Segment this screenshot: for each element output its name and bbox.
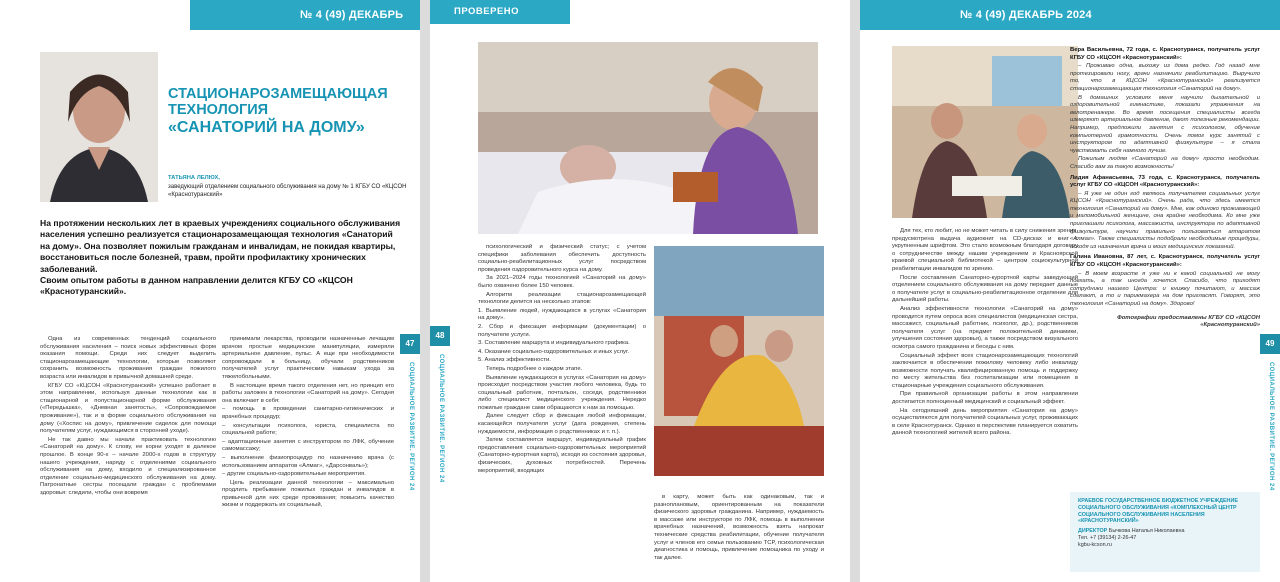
page-number: 47	[400, 334, 420, 354]
paragraph: В домашних условиях меня научили дыхательной и оздоровительной гимнастике, показали упражнения на велотренажере. Во время посещения специалисты всегда измеряют артериальное давление, дают полезные рекомендации. Например, предложили занятия с психологом, обучение компьютерной грамотности. Очень помог курс занятий с инструктором по адаптивной физкультуре – я стала чувствовать себя намного лучше.	[1070, 94, 1260, 154]
page-number: 48	[430, 326, 450, 346]
issue-header: № 4 (49) ДЕКАБРЬ 2024	[860, 0, 1280, 30]
paragraph: Галина Ивановна, 87 лет, с. Краснотуранск, получатель услуг КГБУ СО «КЦСОН «Краснотуранский»:	[1070, 254, 1260, 269]
side-label: СОЦИАЛЬНОЕ РАЗВИТИЕ. РЕГИОН 24	[438, 354, 444, 483]
paragraph: Вера Васильевна, 72 года, с. Краснотуранск, получатель услуг КГБУ СО «КЦСОН «Краснотуранский»:	[1070, 47, 1260, 61]
text-column-1	[40, 336, 216, 498]
paragraph: Социальный эффект всех стационарозамещающих технологий заключается в обеспечении пожилому человеку либо инвалиду возможности получать квалифицированную помощь и поддержку по месту жительства без госпитализации или помещения в стационарные учреждения социального обслуживания.	[892, 352, 1078, 389]
paragraph: – помощь в проведении санитарно-гигиенических и врачебных процедур;	[222, 406, 394, 420]
paragraph: Алгоритм реализации стационарозамещающей технологии делится на несколько этапов:	[478, 291, 646, 306]
paragraph: – В моем возрасте я уже ни к какой социальной не могу поехать, а так иногда хочется. Спасибо, что приходят сотрудники нашего Центра: и книжку почитают, и массаж сделают, а то и парикмахера на дом пригласят. Говорят, это технология «Санаторий на дому». Здорово!	[1070, 270, 1260, 307]
director-line	[1078, 528, 1252, 535]
paragraph: – выполнение физиопроцедур по назначению врача (с использованием аппаратов «Алмаг», «Дарсонваль»);	[222, 454, 394, 469]
paragraph: 1. Выявление людей, нуждающихся в услугах «Санатория на дому».	[478, 307, 646, 322]
paragraph: После составления Санаторно-курортной карты заведующий отделением социального обслуживания на дому передает данные о получателе услуг в социально-реабилитационное отделение для дальнейшей работы.	[892, 274, 1078, 304]
paragraph: Фотографии предоставлены КГБУ СО «КЦСОН «Краснотуранский»	[1117, 314, 1260, 329]
paragraph: На сегодняшний день мероприятия «Санатория на дому» осуществляются для получателей социальных услуг, проживающих в селе Краснотуранск. Однако в перспективе планируется охватить данной технологией жителей всего района.	[892, 407, 1078, 437]
side-label: СОЦИАЛЬНОЕ РАЗВИТИЕ. РЕГИОН 24	[1268, 362, 1274, 491]
paragraph: в карту, может быть как одинаковым, так и разноплановым, ориентированным на показатели физического здоровья гражданина. Например, нуждаемость в массаже или инструкторе по ЛФК, помощь в выполнении врачебных назначений, возможность взять напрокат технические средства реабилитации, обучение получателя услуг и членов его семьи пользованию ТСР, психологическая диагностика и помощь, привлечение помощника по уходу и так далее.	[654, 494, 824, 561]
website[interactable]: kgbu-kcson.ru	[1078, 541, 1112, 548]
paragraph: Далее следует сбор и фиксация любой информации, касающейся получателя услуг (дата рождения, степень нуждаемости, информация о родственниках и т. п.).	[478, 413, 646, 435]
photo-resident-with-staff	[892, 46, 1078, 218]
paragraph: Теперь подробнее о каждом этапе.	[486, 365, 583, 372]
testimonials-column	[1070, 44, 1260, 331]
paragraph: – Проживаю одна, выхожу из дома редко. Год назад мне протезировали ногу, врачи назначили реабилитацию. Выручило то, что в КЦСОН «Краснотуранский» реализуется стационарозамещающая технология «Санаторий на дому».	[1070, 63, 1260, 92]
organization-name: КРАЕВОЕ ГОСУДАРСТВЕННОЕ БЮДЖЕТНОЕ УЧРЕЖДЕНИЕ СОЦИАЛЬНОГО ОБСЛУЖИВАНИЯ «КОМПЛЕКСНЫЙ ЦЕНТР СОЦИАЛЬНОГО ОБСЛУЖИВАНИЯ НАСЕЛЕНИЯ «КРАСНОТУРАНСКИЙ»	[1078, 498, 1238, 525]
page-number: 49	[1260, 334, 1280, 354]
paragraph: – адаптационные занятия с инструктором по ЛФК, обучение самомассажу;	[222, 438, 394, 453]
paragraph: Затем составляется маршрут, индивидуальный график предоставления социально-оздоровительных мероприятий (Санаторно-курортная карта), исходя из состояния здоровья, физических, духовных потребностей. Перечень мероприятий, входящих	[478, 437, 646, 474]
paragraph: За 2021–2024 годы технологией «Санаторий на дому» было охвачено более 150 человек.	[478, 275, 646, 289]
author-role: заведующий отделением социального обслуживания на дому № 1 КГБУ СО «КЦСОН «Краснотуранский»	[168, 184, 407, 198]
title-line-2: ТЕХНОЛОГИЯ	[168, 102, 269, 118]
paragraph: 5. Анализ эффективности.	[478, 357, 551, 364]
paragraph: Одна из современных тенденций социального обслуживания населения – поиск новых эффективных форм оказания помощи. Среди них следует выделить стационарозамещающие технологии, которые позволяют сохранить возможность проживания граждан пожилого возраста или инвалидов в привычной домашней среде.	[40, 336, 216, 380]
organization-contacts	[1070, 492, 1260, 572]
paragraph: – Я уже не один год являюсь получателем социальных услуг КЦСОН «Краснотуранский». Очень рада, что здесь имеется технология «Санаторий на дому». Мне, как одиноко проживающей и маломобильной женщине, она крайне необходима. Ко мне уже приглашали психолога, массажиста, инструктора по адаптивной физкультуре, научили правильно пользоваться аппаратом «Алмаг». Также специалисты подобрали необходимые процедуры, исходя из назначения врача и моих медицинских показаний.	[1070, 190, 1260, 250]
paragraph: психологический и физический статус; с учетом специфики заболевания обеспечить доступность социально-реабилитационных услуг посредством проведения оздоровительного курса на дому.	[478, 244, 646, 273]
issue-header: № 4 (49) ДЕКАБРЬ 2024	[190, 0, 420, 30]
page-right	[860, 0, 1280, 582]
paragraph: Пожилым людям «Санаторий на дому» просто необходим. Спасибо вам за такую возможность!	[1070, 156, 1260, 170]
director-name: Бычкова Наталья Николаевна	[1108, 528, 1185, 535]
paragraph: КГБУ СО «КЦСОН «Краснотуранский» успешно работает в этом направлении, используя данные технологии как в стационарной и полустационарной форме обслуживания («Передышка», «Дневная занятость», «Сопровождаемое проживание»), так и в форме социального обслуживания на дому («Хоспис на дому», привлечение сиделок для помощи получателям услуг, нуждающимся в сторонней уходе).	[40, 382, 216, 435]
title-line-3: «САНАТОРИЙ НА ДОМУ»	[168, 119, 365, 136]
phone: Тел. +7 (39134) 2-26-47	[1078, 534, 1137, 541]
text-column-1	[892, 228, 1078, 439]
text-column-2	[222, 336, 394, 511]
side-label: СОЦИАЛЬНОЕ РАЗВИТИЕ. РЕГИОН 24	[408, 362, 414, 491]
paragraph: Анализ эффективности технологии «Санаторий на дому» проводится путем опроса всех специалистов (медицинская сестра, массажист, социальный работник, психолог, др.), родственников получателя услуг (на предмет положительной динамики, улучшения состояния здоровья), а также посредством визуального осмотра самого гражданина и беседы с ним.	[892, 305, 1078, 350]
author-name: ТАТЬЯНА ЛЕЛЮХ,	[168, 175, 220, 181]
paragraph: 3. Составление маршрута и индивидуального графика.	[478, 340, 630, 347]
paragraph: Цель реализации данной технологии – максимально продлить пребывание пожилых граждан и инвалидов в привычной для них среде проживания; повысить качество жизни и поддержать их социальный,	[222, 479, 394, 509]
title-line-1: СТАЦИОНАРОЗАМЕЩАЮЩАЯ	[168, 86, 388, 102]
lead-text: На протяжении нескольких лет в краевых учреждениях социального обслуживания населения успешно реализуется стационарозамещающая технология «Санаторий на дому». Она позволяет пожилым гражданам и инвалидам, не покидая квартиры, восстановиться после болезней, травм, пройти профилактику хронических заболеваний. Своим опытом работы в данном направлении делится КГБУ СО «КЦСОН «Краснотуранский».	[40, 218, 401, 297]
photo-caregiver-with-patient	[478, 42, 818, 234]
director-label: ДИРЕКТОР	[1078, 528, 1108, 535]
paragraph: – другие социально-оздоровительные мероприятия.	[222, 471, 366, 478]
paragraph: Лидия Афанасьевна, 73 года, с. Краснотуранск, получатель услуг КГБУ СО «КЦСОН «Краснотуранский»:	[1070, 174, 1260, 189]
paragraph: – консультации психолога, юриста, специалиста по социальной работе;	[222, 422, 394, 437]
text-column-2	[654, 494, 824, 563]
paragraph: 2. Сбор и фиксация информации (документации) о получателе услуги.	[478, 323, 646, 338]
page-middle	[430, 0, 850, 582]
author-photo	[40, 52, 158, 202]
paragraph: Не так давно мы начали практиковать технологию «Санаторий на дому». К слову, ее корни уходят в далекое прошлое. В конце 90-х – начале 2000-х годов в структуру нашего учреждения, наряду с отделениями социального обслуживания на дому, входило и специализированное отделение социально-медицинского обслуживания на дому. Патронатные сестры посещали граждан с проблемами здоровья: следили, чтобы они вовремя	[40, 436, 216, 496]
photo-therapy-session	[654, 246, 824, 476]
article-title	[168, 86, 398, 137]
text-column-1	[478, 244, 646, 476]
paragraph: Для тех, кто любит, но не может читать в силу снижения зрения, предусмотрена выдача аудиокниг на CD-дисках и книг с укрупненным шрифтом. Это стало возможным благодаря договору о сотрудничестве между нашим учреждением и Красноярской краевой специальной библиотекой – центром социокультурной реабилитации инвалидов по зрению.	[892, 228, 1078, 272]
article-lead	[40, 218, 402, 298]
paragraph: принимали лекарства, проводили назначенные лечащим врачом простые медицинские манипуляции, измеряли артериальное давление, пульс. А еще при необходимости сопровождали в больницу, обучали родственников получателей услуг практическим навыкам ухода за тяжелобольными.	[222, 336, 394, 380]
paragraph: 4. Оказание социально-оздоровительных и иных услуг.	[478, 348, 630, 355]
paragraph: В настоящее время такого отделения нет, но принцип его работы заложен в технологии «Санаторий на дому». Сегодня она включает в себя:	[222, 382, 394, 404]
section-header: ПРОВЕРЕНО ПРАКТИКОЙ	[430, 0, 570, 24]
page-left	[0, 0, 420, 582]
paragraph: Выявление нуждающихся в услугах «Санатория на дому» происходит посредством участия любого человека, будь то социальный работник, почтальон, соседи, родственники либо специалист медицинского учреждения. Нередко пожилые граждане сами обращаются к нам за помощью.	[478, 374, 646, 411]
paragraph: При правильной организации работы в этом направлении достигается полноценный медицинский и социальный эффект.	[892, 391, 1078, 406]
author-block	[168, 175, 408, 199]
